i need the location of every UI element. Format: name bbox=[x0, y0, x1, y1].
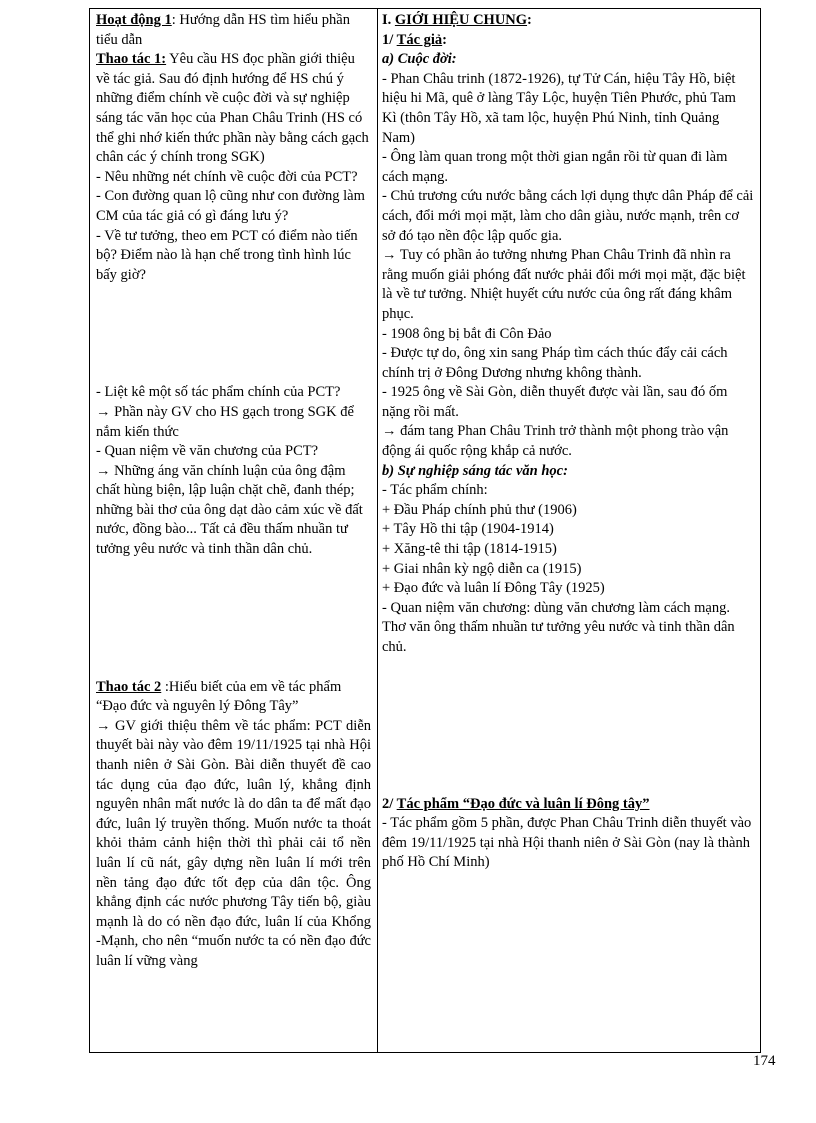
list-item: + Giai nhân kỳ ngộ diễn ca (1915) bbox=[382, 560, 582, 577]
text-run: : bbox=[527, 12, 532, 28]
spacer bbox=[96, 560, 371, 678]
text-run: 1/ bbox=[382, 31, 397, 48]
question-literature-view: - Quan niệm về văn chương của PCT? bbox=[96, 443, 319, 460]
question-ideology: - Về tư tưởng, theo em PCT có điểm nào tiến bộ? Điểm nào là hạn chế trong tình hình lúc bấy giờ? bbox=[96, 227, 358, 283]
note-literature-view: → Những áng văn chính luận của ông đậm chất hùng biện, lập luận chặt chẽ, đanh thép; những bài thơ của ông dạt dào cảm xúc về đất nước, đồng bào... Tất cả đều thấm nhuần tư tưởng yêu nước và tinh thần dân chủ. bbox=[96, 462, 363, 558]
text-run: Thao tác 1: bbox=[96, 51, 167, 68]
question-career-path: - Con đường quan lộ cũng như con đường làm CM của tác giả có gì đáng lưu ý? bbox=[96, 188, 365, 224]
section-heading-author bbox=[382, 31, 754, 51]
subheading-career: b) Sự nghiệp sáng tác văn học: bbox=[382, 462, 568, 479]
work-description: - Tác phẩm gồm 5 phần, được Phan Châu Trinh diễn thuyết vào đêm 19/11/1925 tại nhà Hội thanh niên ở Sài Gòn (nay là thành phố Hồ Chí Minh) bbox=[382, 815, 752, 871]
list-item: + Đầu Pháp chính phủ thư (1906) bbox=[382, 501, 577, 518]
text-run: 2/ bbox=[382, 795, 397, 812]
text-run: Tác giả bbox=[396, 31, 443, 48]
section-heading-general bbox=[382, 11, 754, 31]
list-item: - Ông làm quan trong một thời gian ngắn rồi từ quan đi làm cách mạng. bbox=[382, 149, 728, 185]
list-item: - 1908 ông bị bắt đi Côn Đảo bbox=[382, 325, 552, 342]
text-run: : bbox=[442, 31, 448, 48]
note-works: → Phần này GV cho HS gạch trong SGK để nắm kiến thức bbox=[96, 403, 354, 440]
spacer bbox=[382, 658, 754, 795]
activities-column bbox=[90, 9, 378, 1052]
text-run: :Hiểu biết của em về tác phẩm “Đạo đức và nguyên lý Đông Tây” bbox=[96, 678, 342, 715]
page-number: 174 bbox=[753, 1053, 776, 1069]
list-item: + Đạo đức và luân lí Đông Tây (1925) bbox=[382, 580, 605, 597]
list-item: - Quan niệm văn chương: dùng văn chương làm cách mạng. Thơ văn ông thấm nhuần tư tưởng yêu nước và tinh thần dân chủ. bbox=[382, 599, 735, 655]
task-2-heading bbox=[96, 678, 371, 717]
life-list bbox=[382, 70, 754, 462]
text-run: Thao tác 2 bbox=[96, 678, 162, 695]
list-item: - 1925 ông về Sài Gòn, diễn thuyết được vài lần, sau đó ốm nặng rồi mất. bbox=[382, 384, 728, 420]
list-item: → đám tang Phan Châu Trinh trở thành một phong trào vận động ái quốc rộng khắp cả nước. bbox=[382, 423, 729, 460]
spacer bbox=[96, 285, 371, 383]
question-life: - Nêu những nét chính về cuộc đời của PCT? bbox=[96, 168, 358, 185]
subheading-life: a) Cuộc đời: bbox=[382, 51, 457, 68]
task-1-instruction bbox=[96, 50, 371, 168]
text-run: : Hướng dẫn HS tìm hiểu phần tiểu dẫn bbox=[96, 12, 350, 48]
list-item: → Tuy có phần ảo tưởng nhưng Phan Châu Trinh đã nhìn ra rằng muốn giải phóng đất nước phải đổi mới mọi mặt, đặc biệt là về tư tưởng. Nhiệt huyết cứu nước của ông rất đáng khâm phục. bbox=[382, 247, 746, 322]
text-run: Yêu cầu HS đọc phần giới thiệu về tác giả. Sau đó định hướng để HS chú ý những điểm chính về cuộc đời và sự nghiệp sáng tác văn học của Phan Châu Trinh (HS có thể ghi nhớ kiến thức phần này bằng cách gạch chân các ý chính trong SGK) bbox=[96, 51, 369, 166]
lesson-table bbox=[89, 8, 761, 1053]
section-heading-work bbox=[382, 795, 754, 815]
list-item: + Xăng-tê thi tập (1814-1915) bbox=[382, 541, 557, 558]
list-item: - Được tự do, ông xin sang Pháp tìm cách thúc đẩy cải cách chính trị ở Đông Dương nhưng không thành. bbox=[382, 345, 728, 381]
question-works: - Liệt kê một số tác phẩm chính của PCT? bbox=[96, 384, 341, 401]
content-column bbox=[378, 9, 760, 1052]
text-run: Hoạt động 1 bbox=[96, 12, 172, 28]
text-run: I. bbox=[382, 12, 395, 28]
activity-1-heading bbox=[96, 11, 371, 50]
list-item: + Tây Hồ thi tập (1904-1914) bbox=[382, 521, 554, 538]
list-item: - Tác phẩm chính: bbox=[382, 482, 488, 499]
text-run: Tác phẩm “Đạo đức và luân lí Đông tây” bbox=[396, 795, 650, 812]
text-run: GIỚI HIỆU CHUNG bbox=[394, 12, 528, 28]
task-2-explanation: → GV giới thiệu thêm về tác phẩm: PCT diễn thuyết bài này vào đêm 19/11/1925 tại nhà Hội thanh niên ở Sài Gòn. Bài diễn thuyết đề cao tác dụng của đạo đức, luân lý, khẳng định nguyên nhân mất nước là do dân ta để mất đạo đức, luân lý truyền thống. Muốn nước ta thoát khỏi thảm cảnh hiện thời thì phải cải tổ nền luân lí cũ nát, gây dựng nền luân lí mới trên nền tảng đạo đức tốt đẹp của dân tộc. Ông khẳng định các nước phương Tây tiến bộ, giàu mạnh là do có nền đạo đức, luân lí của Khổng -Mạnh, cho nên “muốn nước ta có nền đạo đức luân lí vững vàng bbox=[96, 717, 371, 969]
list-item: - Phan Châu trinh (1872-1926), tự Tử Cán, hiệu Tây Hồ, biệt hiệu hi Mã, quê ở làng Tây Lộc, huyện Tiên Phước, phủ Tam Kì (thôn Tây Hồ, xã tam lộc, huyện Phú Ninh, tỉnh Quảng Nam) bbox=[382, 70, 736, 146]
career-list bbox=[382, 481, 754, 657]
list-item: - Chủ trương cứu nước bằng cách lợi dụng thực dân Pháp để cải cách, đổi mới mọi mặt, làm cho dân giàu, nước mạnh, trên cơ sở đó tạo nền độc lập quốc gia. bbox=[382, 188, 754, 244]
